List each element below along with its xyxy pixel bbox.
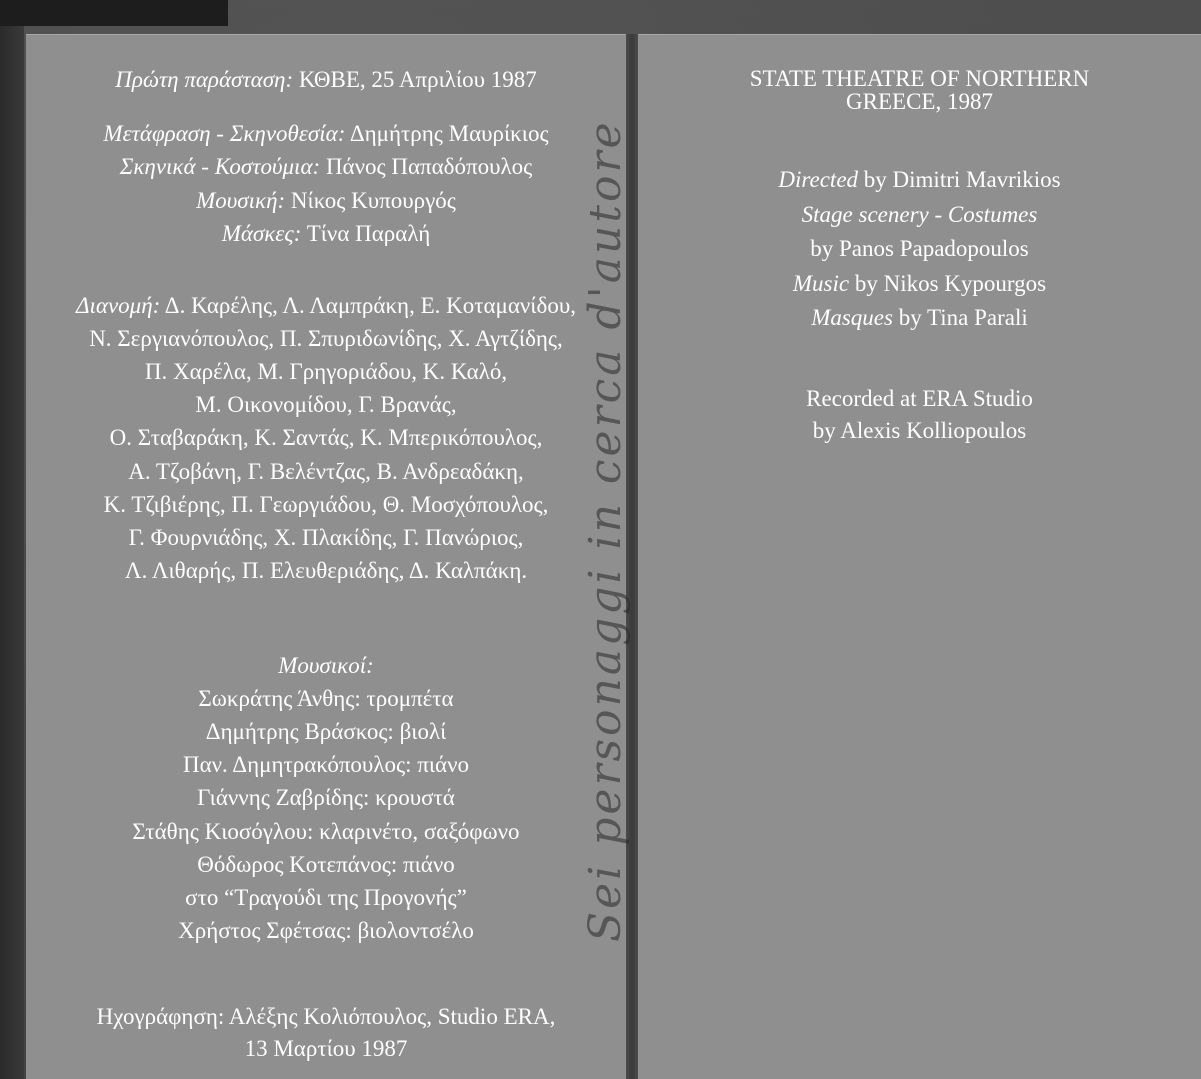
english-title-block	[638, 67, 1201, 113]
credit-label: Directed	[778, 167, 859, 192]
english-credit-stage-name	[638, 232, 1201, 267]
credit-value: Νίκος Κυπουργός	[285, 187, 456, 213]
musician-line: στο “Τραγούδι της Προγονής”	[185, 884, 467, 910]
credit-label: Music	[792, 270, 850, 296]
english-recording-line: Recorded at ERA Studio	[806, 386, 1033, 411]
cast-first-line	[26, 289, 626, 322]
production-credits	[26, 117, 626, 250]
musician-line: Σωκράτης Άνθης: τρομπέτα	[198, 686, 454, 712]
premiere-line	[26, 67, 626, 93]
credit-music	[26, 184, 626, 217]
credit-label: Μουσική:	[196, 187, 286, 213]
credit-translation-direction	[26, 117, 626, 150]
cast-line: Ν. Σεργιανόπουλος, Π. Σπυριδωνίδης, Χ. Αγτζίδης,	[89, 326, 563, 352]
musicians-heading: Μουσικοί:	[278, 653, 374, 678]
credit-value: by Tina Parali	[892, 305, 1028, 330]
cast-line: Μ. Οικονομίδου, Γ. Βρανάς,	[195, 392, 457, 418]
cast-line: Γ. Φουρνιάδης, Χ. Πλακίδης, Γ. Πανώριος,	[128, 524, 524, 550]
credit-value: by Nikos Kypourgos	[849, 270, 1047, 296]
premiere-label: Πρώτη παράσταση:	[115, 67, 294, 92]
cast-label: Διανομή:	[76, 293, 161, 318]
corner-block	[0, 0, 228, 26]
musician-line: Θόδωρος Κοτεπάνος: πιάνο	[197, 851, 455, 877]
recording-line: Ηχογράφηση: Αλέξης Κολιόπουλος, Studio ERA,	[96, 1004, 556, 1029]
credit-value: by Dimitri Mavrikios	[858, 167, 1061, 192]
english-recording-line: by Alexis Kolliopoulos	[812, 418, 1027, 444]
english-credit-music	[638, 267, 1201, 302]
musician-line: Γιάννης Ζαβρίδης: κρουστά	[197, 785, 455, 811]
english-credit-stage-label	[638, 198, 1201, 233]
musician-line: Στάθης Κιοσόγλου: κλαρινέτο, σαξόφωνο	[132, 818, 520, 844]
recording-line: 13 Μαρτίου 1987	[244, 1036, 408, 1062]
credit-sets-costumes	[26, 150, 626, 183]
recording-block-greek	[26, 1001, 626, 1065]
left-edge-shadow	[0, 26, 24, 1079]
english-recording-block	[638, 383, 1201, 447]
musician-line: Χρήστος Σφέτσας: βιολοντσέλο	[178, 917, 474, 943]
musician-line: Δημήτρης Βράσκος: βιολί	[205, 719, 447, 745]
credit-label: Σκηνικά - Κοστούμια:	[119, 154, 321, 180]
english-title-line: GREECE, 1987	[846, 89, 993, 114]
cast-block	[26, 289, 626, 587]
musician-line: Παν. Δημητρακόπουλος: πιάνο	[183, 752, 469, 778]
greek-credits-panel	[26, 34, 626, 1079]
english-credits	[638, 163, 1201, 336]
musicians-block	[26, 649, 626, 947]
cast-line: Π. Χαρέλα, Μ. Γρηγοριάδου, Κ. Καλό,	[144, 359, 508, 385]
credit-label: Μάσκες:	[221, 221, 302, 247]
cast-line: Λ. Λιθαρής, Π. Ελευθεριάδης, Δ. Καλπάκη.	[124, 557, 528, 583]
cast-line: Κ. Τζιβιέρης, Π. Γεωργιάδου, Θ. Μοσχόπουλος,	[103, 491, 549, 517]
credit-value: Τίνα Παραλή	[301, 221, 431, 247]
credit-label: Masques	[811, 305, 893, 330]
cast-line: Α. Τζοβάνη, Γ. Βελέντζας, Β. Ανδρεαδάκη,	[128, 458, 524, 484]
credit-value: Πάνος Παπαδόπουλος	[320, 154, 533, 180]
cast-first-names: Δ. Καρέλης, Λ. Λαμπράκη, Ε. Κοταμανίδου,	[160, 293, 576, 318]
credit-masks	[26, 217, 626, 250]
credit-value: by Panos Papadopoulos	[810, 236, 1029, 261]
cast-line: Ο. Σταβαράκη, Κ. Σαντάς, Κ. Μπερικόπουλος,	[109, 425, 543, 451]
english-credit-director	[638, 163, 1201, 198]
premiere-block	[26, 67, 626, 93]
credit-value: Δημήτρης Μαυρίκιος	[345, 121, 549, 146]
english-credits-panel	[638, 34, 1201, 1079]
english-credit-masques	[638, 301, 1201, 336]
credit-label: Μετάφραση - Σκηνοθεσία:	[103, 121, 346, 146]
premiere-value: ΚΘΒΕ, 25 Απριλίου 1987	[293, 67, 537, 92]
english-title-line: STATE THEATRE OF NORTHERN	[749, 66, 1090, 91]
credit-label: Stage scenery - Costumes	[801, 201, 1038, 227]
